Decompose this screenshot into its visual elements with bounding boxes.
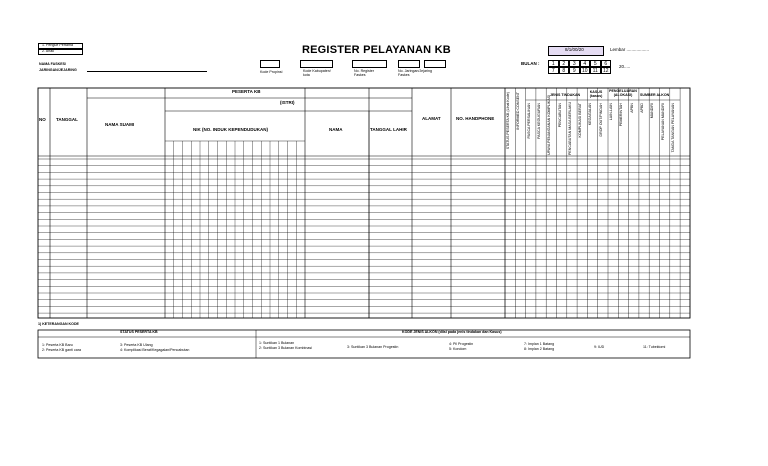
status-item-3: 3: Peserta KB Ulang	[120, 343, 153, 347]
status-title: STATUS PESERTA KB	[120, 330, 158, 334]
header-nik: NIK (NO. INDUK KEPENDUDUKAN)	[193, 127, 268, 132]
status-item-2: 2: Peserta KB ganti cara	[42, 348, 81, 352]
kode-propinsi-label: Kode Propinsi	[260, 70, 283, 74]
header-sumber-alkon: SUMBER ALKON	[640, 93, 670, 97]
page-title: REGISTER PELAYANAN KB	[302, 44, 451, 56]
alkon-item-7: 7: Implan 1 Batang	[524, 342, 555, 346]
keterangan-kode: 1) KETERANGAN KODE	[38, 322, 79, 326]
month-cell-5: 5	[590, 60, 601, 67]
header-istri-text: ISTRI	[281, 100, 294, 105]
month-cell-8: 8	[559, 67, 570, 74]
header-no-handphone: NO. HANDPHONE	[456, 116, 495, 121]
month-cell-10: 10	[580, 67, 591, 74]
header-jenis-tindakan: JENIS TINDAKAN	[550, 93, 581, 97]
vertical-header-11: LAIN-LAIN	[609, 103, 613, 121]
vertical-header-4: PASCA KEGUGURAN	[536, 103, 541, 139]
year-suffix: 20.....	[619, 64, 631, 69]
header-nama: NAMA	[329, 127, 343, 132]
vertical-header-3: PASCA PERSALINAN	[526, 103, 531, 139]
alkon-item-5: 5: Kondom	[449, 347, 467, 351]
vertical-header-12: PEMERINTAH	[619, 103, 624, 127]
vertical-header-9: KEGAGALAN	[588, 103, 593, 126]
header-peserta-kb: PESERTA KB	[232, 89, 261, 94]
month-cell-6: 6	[601, 60, 612, 67]
alkon-item-8: 8: Implan 2 Batang	[524, 347, 555, 351]
month-cell-11: 11	[590, 67, 601, 74]
jaringan-faskes-label: No. Jaringan/Jejaring Faskes	[398, 69, 432, 77]
vertical-header-16: PELAYANAN MANDIRI	[660, 103, 665, 141]
header-nama-suami: NAMA SUAMI	[105, 122, 135, 127]
status-item-4: 4: Komplikasi Berat/Kegagalan/Pencabutan	[120, 348, 190, 352]
vertical-header-5: UPAYA PENANGANAN KOMPLIKASI	[547, 94, 552, 155]
header-alamat: ALAMAT	[422, 116, 441, 121]
alkon-item-11: 11: Tubektomi	[643, 345, 666, 349]
status-box-2-label: 2. Anak	[42, 49, 54, 53]
jaringan-label: JARINGAN/JEJARING	[39, 68, 77, 72]
alkon-item-3: 3: Suntikan 3 Bulanan Progestin	[347, 345, 399, 349]
month-cell-1: 1	[548, 60, 559, 67]
vertical-header-2: INFORMED CONSENT	[516, 92, 521, 130]
date-value: 8/1/00/20	[565, 47, 584, 52]
header-kasus: KASUS (kasus)	[589, 90, 603, 98]
alkon-item-2: 2: Suntikan 3 Bulanan Kombinasi	[259, 346, 312, 350]
faskes-label: NAMA FASKES/	[39, 62, 67, 66]
vertical-header-6: PENCABUTAN	[557, 103, 562, 128]
vertical-header-10: DROP OUT/PINDAH	[598, 103, 603, 137]
alkon-item-1: 1: Suntikan 1 Bulanan	[259, 341, 295, 345]
vertical-header-15: MANDIRI	[650, 103, 655, 119]
header-tanggal: TANGGAL	[56, 117, 78, 122]
month-cell-9: 9	[569, 67, 580, 74]
lembar-label: Lembar ..................	[610, 47, 650, 52]
status-box-1-label: 1. Pengue Pertama	[42, 43, 73, 47]
alkon-item-4: 4: Pil Progestin	[449, 342, 474, 346]
vertical-header-14: APBD	[639, 103, 644, 113]
vertical-header-13: APBN	[629, 103, 634, 113]
month-cell-2: 2	[559, 60, 570, 67]
register-faskes-label: No. Register Faskes	[354, 69, 374, 77]
month-cell-7: 7	[548, 67, 559, 74]
vertical-header-17: TANDA TANGAN PELAYANAN	[670, 103, 675, 153]
alkon-title: KODE JENIS ALKON (diisi pada jenis tindakan dan Kasus)	[402, 330, 502, 334]
month-cell-3: 3	[569, 60, 580, 67]
header-no: NO	[39, 117, 46, 122]
bulan-label: BULAN :	[521, 61, 540, 66]
month-cell-4: 4	[580, 60, 591, 67]
header-pengeluaran: PENGELUARAN (ALOKASI)	[609, 89, 637, 97]
month-cell-12: 12	[601, 67, 612, 74]
vertical-header-7: PENCABUTAN MASA BERLAKU	[567, 101, 572, 155]
alkon-item-9: 9: IUD	[594, 345, 605, 349]
header-tanggal-lahir: TANGGAL LAHIR	[370, 127, 407, 132]
kode-kabupaten-label: Kode Kabupaten/ kota	[303, 69, 331, 77]
vertical-header-1: STATUS PESERTA KB (Lihat Kode)	[506, 92, 510, 150]
vertical-header-8: KOMPLIKASI BERAT	[578, 103, 583, 138]
status-item-1: 1: Peserta KB Baru	[42, 343, 73, 347]
header-istri: (ISTRI)	[280, 100, 295, 105]
